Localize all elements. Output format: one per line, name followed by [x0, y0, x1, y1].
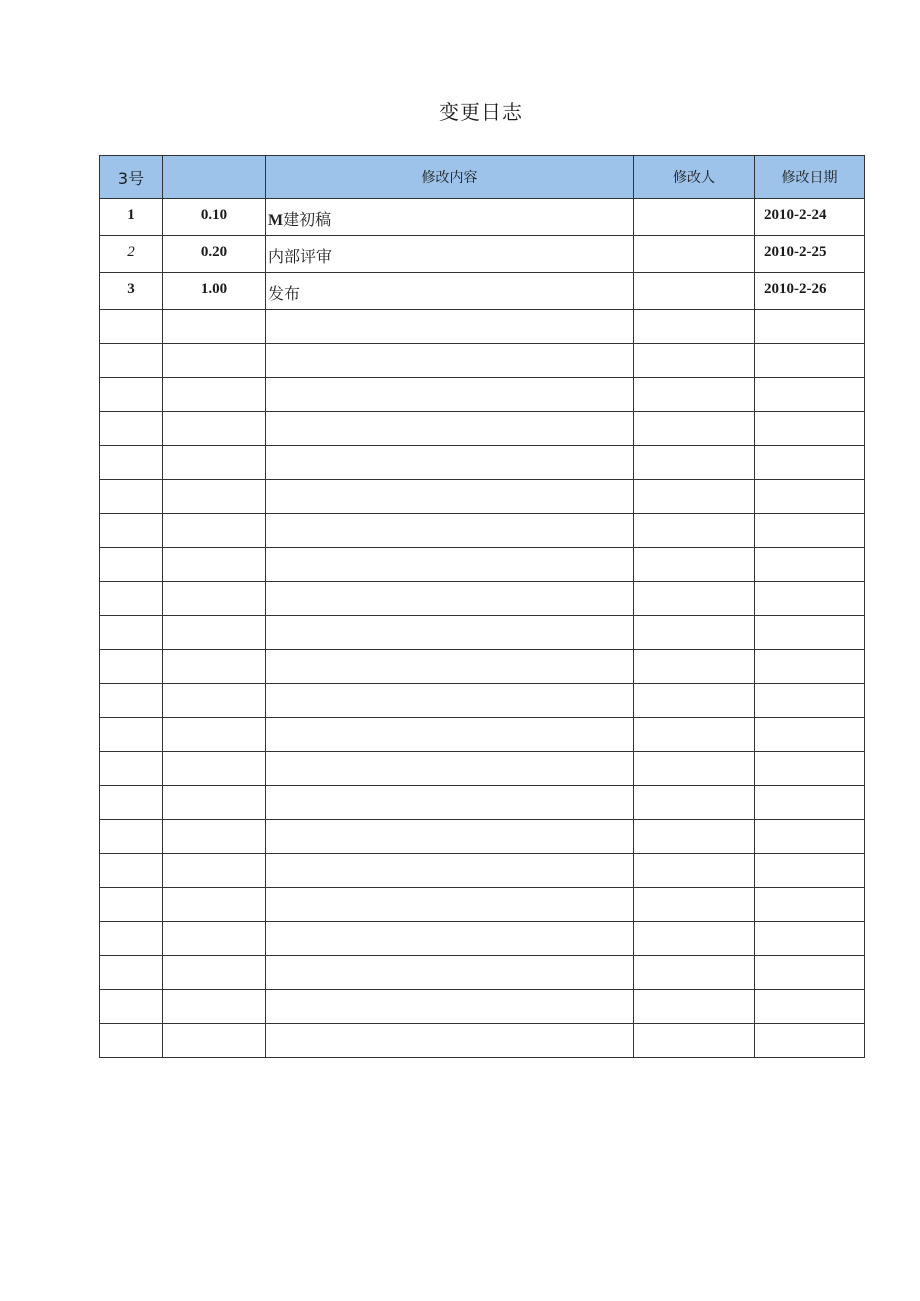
- empty-table-row: [100, 582, 865, 616]
- row-author: [634, 888, 755, 922]
- row-content: [266, 752, 634, 786]
- empty-table-row: [100, 548, 865, 582]
- row-number: [100, 1024, 163, 1058]
- row-version: [163, 548, 266, 582]
- row-author: [634, 786, 755, 820]
- empty-table-row: [100, 480, 865, 514]
- row-number: [100, 684, 163, 718]
- row-author: [634, 752, 755, 786]
- row-date: [755, 990, 865, 1024]
- row-content: [266, 650, 634, 684]
- row-content: [266, 684, 634, 718]
- row-version: [163, 514, 266, 548]
- row-author: [634, 344, 755, 378]
- row-content: [266, 378, 634, 412]
- row-author: [634, 684, 755, 718]
- row-content: [266, 922, 634, 956]
- change-log-table: [99, 155, 865, 1058]
- row-number: [100, 990, 163, 1024]
- row-version: [163, 650, 266, 684]
- row-author: [634, 854, 755, 888]
- row-number: [100, 820, 163, 854]
- table-header-row: [100, 156, 865, 199]
- row-content: [266, 956, 634, 990]
- row-number: [100, 480, 163, 514]
- row-date: [755, 718, 865, 752]
- row-number: [100, 514, 163, 548]
- empty-table-row: [100, 446, 865, 480]
- row-content: [266, 548, 634, 582]
- empty-table-row: [100, 752, 865, 786]
- row-number: [100, 786, 163, 820]
- header-content: 修改内容: [266, 156, 634, 199]
- row-author: [634, 548, 755, 582]
- row-date: [755, 344, 865, 378]
- row-number: [100, 446, 163, 480]
- row-author: [634, 273, 755, 310]
- row-date: [755, 854, 865, 888]
- row-version: [163, 378, 266, 412]
- row-version: [163, 582, 266, 616]
- row-date: [755, 446, 865, 480]
- row-date: 2010-2-24: [755, 199, 865, 236]
- row-number: 2: [100, 236, 163, 273]
- row-author: [634, 650, 755, 684]
- row-number: [100, 582, 163, 616]
- row-content: [266, 1024, 634, 1058]
- row-author: [634, 990, 755, 1024]
- row-date: [755, 1024, 865, 1058]
- header-author: 修改人: [634, 156, 755, 199]
- row-content: [266, 888, 634, 922]
- header-version: [163, 156, 266, 199]
- row-version: [163, 480, 266, 514]
- row-author: [634, 718, 755, 752]
- row-author: [634, 820, 755, 854]
- row-author: [634, 582, 755, 616]
- row-date: 2010-2-26: [755, 273, 865, 310]
- row-number: [100, 344, 163, 378]
- row-version: [163, 344, 266, 378]
- empty-table-row: [100, 990, 865, 1024]
- row-number: [100, 548, 163, 582]
- table-row: [100, 273, 865, 310]
- table-row: [100, 199, 865, 236]
- row-content: [266, 514, 634, 548]
- row-content: [266, 718, 634, 752]
- empty-table-row: [100, 412, 865, 446]
- row-content-prefix: M: [268, 212, 284, 229]
- row-author: [634, 616, 755, 650]
- row-version: [163, 310, 266, 344]
- row-date: [755, 582, 865, 616]
- row-date: [755, 412, 865, 446]
- row-date: 2010-2-25: [755, 236, 865, 273]
- empty-table-row: [100, 854, 865, 888]
- row-version: [163, 990, 266, 1024]
- empty-table-row: [100, 1024, 865, 1058]
- empty-table-row: [100, 378, 865, 412]
- row-author: [634, 514, 755, 548]
- empty-table-row: [100, 922, 865, 956]
- empty-table-row: [100, 514, 865, 548]
- row-date: [755, 888, 865, 922]
- row-version: [163, 1024, 266, 1058]
- row-version: [163, 752, 266, 786]
- row-number: 3: [100, 273, 163, 310]
- row-author: [634, 378, 755, 412]
- row-author: [634, 956, 755, 990]
- row-author: [634, 199, 755, 236]
- row-number: [100, 412, 163, 446]
- header-number: 3号: [100, 156, 163, 199]
- row-content: [266, 582, 634, 616]
- row-version: 0.20: [163, 236, 266, 273]
- row-content: [266, 273, 634, 310]
- page-title: 变更日志: [439, 100, 523, 124]
- row-date: [755, 752, 865, 786]
- row-version: [163, 854, 266, 888]
- row-version: [163, 820, 266, 854]
- row-version: [163, 412, 266, 446]
- row-content: [266, 786, 634, 820]
- row-version: [163, 684, 266, 718]
- row-author: [634, 1024, 755, 1058]
- row-author: [634, 446, 755, 480]
- row-version: 0.10: [163, 199, 266, 236]
- row-date: [755, 480, 865, 514]
- row-number: 1: [100, 199, 163, 236]
- row-date: [755, 616, 865, 650]
- header-date: 修改日期: [755, 156, 865, 199]
- row-date: [755, 548, 865, 582]
- row-content-text: 内部评审: [268, 247, 333, 266]
- row-date: [755, 922, 865, 956]
- row-content: [266, 480, 634, 514]
- empty-table-row: [100, 344, 865, 378]
- row-date: [755, 514, 865, 548]
- row-version: [163, 446, 266, 480]
- row-number: [100, 888, 163, 922]
- row-number: [100, 956, 163, 990]
- empty-table-row: [100, 786, 865, 820]
- row-number: [100, 854, 163, 888]
- row-version: [163, 956, 266, 990]
- row-number: [100, 650, 163, 684]
- row-content: [266, 310, 634, 344]
- row-number: [100, 922, 163, 956]
- row-number: [100, 310, 163, 344]
- row-author: [634, 480, 755, 514]
- row-date: [755, 378, 865, 412]
- row-number: [100, 718, 163, 752]
- empty-table-row: [100, 820, 865, 854]
- row-content: [266, 446, 634, 480]
- row-number: [100, 752, 163, 786]
- row-date: [755, 650, 865, 684]
- row-author: [634, 412, 755, 446]
- row-content: [266, 820, 634, 854]
- row-number: [100, 378, 163, 412]
- row-number: [100, 616, 163, 650]
- row-date: [755, 820, 865, 854]
- row-version: 1.00: [163, 273, 266, 310]
- empty-table-row: [100, 616, 865, 650]
- row-content: [266, 990, 634, 1024]
- empty-table-row: [100, 956, 865, 990]
- row-author: [634, 310, 755, 344]
- row-date: [755, 786, 865, 820]
- row-content: [266, 236, 634, 273]
- row-version: [163, 888, 266, 922]
- row-author: [634, 236, 755, 273]
- row-content-text: 发布: [268, 284, 301, 303]
- empty-table-row: [100, 650, 865, 684]
- row-version: [163, 922, 266, 956]
- empty-table-row: [100, 888, 865, 922]
- row-content: [266, 344, 634, 378]
- row-content: [266, 854, 634, 888]
- table-row: [100, 236, 865, 273]
- row-date: [755, 310, 865, 344]
- row-version: [163, 718, 266, 752]
- row-version: [163, 616, 266, 650]
- row-content: [266, 199, 634, 236]
- row-content: [266, 616, 634, 650]
- empty-table-row: [100, 718, 865, 752]
- row-version: [163, 786, 266, 820]
- row-date: [755, 956, 865, 990]
- row-content-text: 建初稿: [283, 210, 332, 229]
- row-date: [755, 684, 865, 718]
- empty-table-row: [100, 684, 865, 718]
- empty-rows: [100, 310, 865, 1058]
- row-content: [266, 412, 634, 446]
- empty-table-row: [100, 310, 865, 344]
- row-author: [634, 922, 755, 956]
